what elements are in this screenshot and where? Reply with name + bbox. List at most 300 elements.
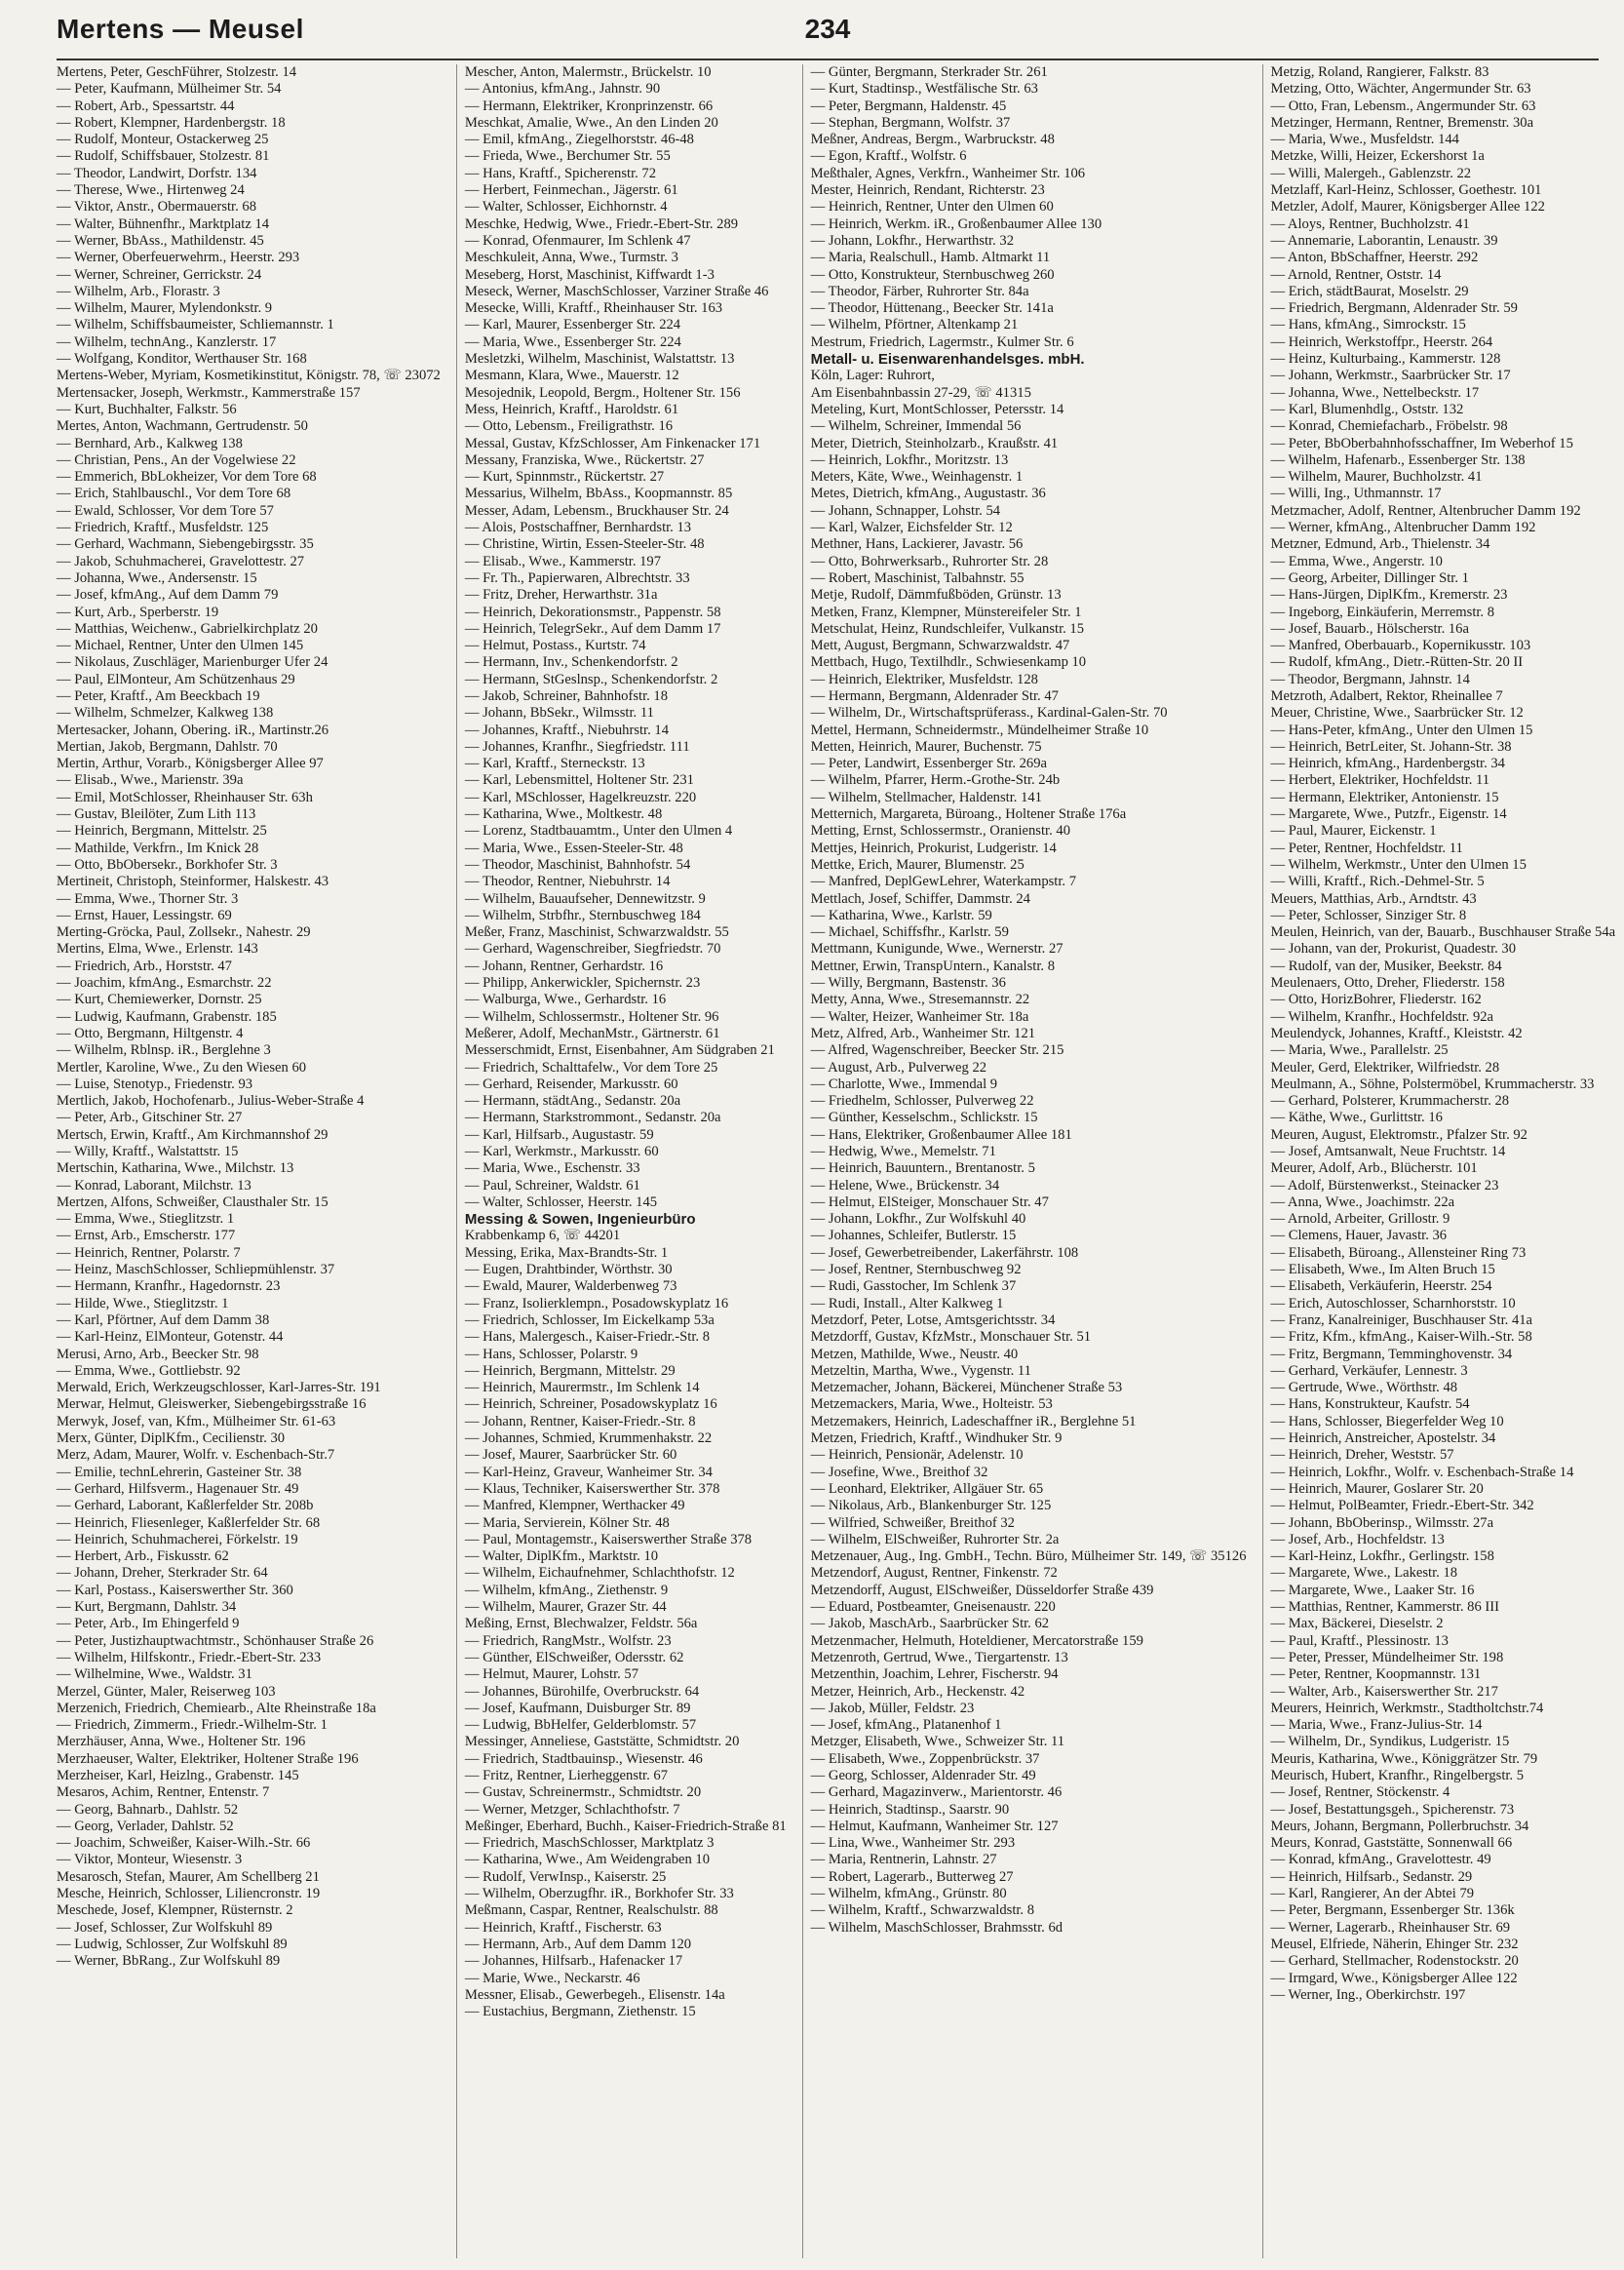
directory-entry: Meurs, Johann, Bergmann, Pollerbruchstr. 34 [1270,1818,1529,1834]
directory-entry: — August, Arb., Pulverweg 22 [810,1059,987,1076]
directory-entry: — Karl, Hilfsarb., Augustastr. 59 [464,1126,654,1143]
directory-entry: — Werner, BbRang., Zur Wolfskuhl 89 [57,1953,281,1970]
directory-entry: Mestrum, Friedrich, Lagermstr., Kulmer Str. 6 [810,333,1074,350]
directory-entry: — Theodor, Hüttenang., Beecker Str. 141a [810,300,1054,317]
directory-entry: — Kurt, Stadtinsp., Westfälische Str. 63 [810,81,1038,98]
directory-entry: Meuers, Matthias, Arb., Arndtstr. 43 [1270,890,1477,907]
directory-entry: Mesojednik, Leopold, Bergm., Holtener Str. 156 [464,384,741,401]
directory-entry: — Maria, Wwe., Parallelstr. 25 [1270,1042,1449,1059]
directory-entry: — Max, Bäckerei, Dieselstr. 2 [1270,1616,1444,1632]
directory-entry: Metzdorff, Gustav, KfzMstr., Monschauer Str. 51 [810,1329,1092,1346]
directory-entry: — Karl, Pförtner, Auf dem Damm 38 [57,1311,270,1328]
directory-entry: — Robert, Maschinist, Talbahnstr. 55 [810,569,1025,586]
directory-entry: — Jakob, Müller, Feldstr. 23 [810,1700,975,1716]
directory-entry: — Margarete, Wwe., Lakestr. 18 [1270,1565,1458,1582]
directory-entry: — Günther, Kesselschm., Schlickstr. 15 [810,1110,1038,1126]
directory-entry: Metzendorf, August, Rentner, Finkenstr. 72 [810,1565,1058,1582]
directory-entry: — Heinrich, Dreher, Weststr. 57 [1270,1447,1454,1464]
directory-entry: — Käthe, Wwe., Gurlittstr. 16 [1270,1110,1443,1126]
directory-entry: — Theodor, Bergmann, Jahnstr. 14 [1270,671,1470,687]
directory-entry: — Wilhelm, kfmAng., Ziethenstr. 9 [464,1582,669,1598]
directory-entry: Metzinger, Hermann, Rentner, Bremenstr. 30a [1270,114,1534,131]
directory-entry: — Peter, Arb., Im Ehingerfeld 9 [57,1616,240,1632]
directory-entry: Metternich, Margareta, Büroang., Holtener Straße 176a [810,806,1127,823]
directory-entry: — Michael, Schiffsfhr., Karlstr. 59 [810,924,1009,941]
directory-entry: Messer, Adam, Lebensm., Bruckhauser Str. 24 [464,502,729,519]
directory-entry: — Wilhelm, Pförtner, Altenkamp 21 [810,317,1019,333]
directory-entry: — Gerhard, Wagenschreiber, Siegfriedstr. 70 [464,941,721,958]
directory-entry: Meßmann, Caspar, Rentner, Realschulstr. 88 [464,1902,718,1919]
directory-entry: — Margarete, Wwe., Putzfr., Eigenstr. 14 [1270,806,1507,823]
directory-entry: — Rudi, Install., Alter Kalkweg 1 [810,1295,1004,1311]
directory-entry: — Johann, BbOberinsp., Wilmsstr. 27a [1270,1514,1494,1531]
directory-entry: — Matthias, Rentner, Kammerstr. 86 III [1270,1599,1499,1616]
directory-entry: — Walter, Bühnenfhr., Marktplatz 14 [57,215,270,232]
directory-entry: — Kurt, Spinnmstr., Rückertstr. 27 [464,469,665,486]
directory-entry: Metz, Alfred, Arb., Wanheimer Str. 121 [810,1025,1036,1041]
directory-entry: — Hermann, Elektriker, Antonienstr. 15 [1270,789,1499,805]
directory-entry: — Joachim, Schweißer, Kaiser-Wilh.-Str. 66 [57,1835,311,1852]
directory-entry: — Werner, Ing., Oberkirchstr. 197 [1270,1986,1466,2003]
directory-columns [57,64,1616,2258]
directory-entry: — Otto, Bergmann, Hiltgenstr. 4 [57,1025,244,1041]
directory-entry: — Otto, Lebensm., Freiligrathstr. 16 [464,418,674,435]
directory-entry: — Bernhard, Arb., Kalkweg 138 [57,435,243,451]
directory-entry: Metken, Franz, Klempner, Münstereifeler Str. 1 [810,604,1082,620]
directory-entry: — Erich, Stahlbauschl., Vor dem Tore 68 [57,486,291,502]
directory-entry: — Wilhelm, Pfarrer, Herm.-Grothe-Str. 24b [810,772,1061,789]
directory-entry: — Wilhelm, Stellmacher, Haldenstr. 141 [810,789,1042,805]
directory-entry: — Wilhelm, Schiffsbaumeister, Schliemannstr. 1 [57,317,334,333]
directory-entry: Messing, Erika, Max-Brandts-Str. 1 [464,1244,669,1261]
directory-entry: — Heinrich, Werkstoffpr., Heerstr. 264 [1270,333,1493,350]
directory-entry: — Gerhard, Polsterer, Krummacherstr. 28 [1270,1093,1510,1110]
directory-entry: Meuris, Katharina, Wwe., Königgrätzer Str. 79 [1270,1750,1538,1767]
directory-entry: — Heinrich, Elektriker, Musfeldstr. 128 [810,671,1038,687]
directory-entry: Mertian, Jakob, Bergmann, Dahlstr. 70 [57,738,278,755]
directory-entry: Metzendorff, August, ElSchweißer, Düsseldorfer Straße 439 [810,1582,1154,1598]
directory-entry: Merzel, Günter, Maler, Reiserweg 103 [57,1683,276,1700]
directory-entry: — Anna, Wwe., Joachimstr. 22a [1270,1194,1455,1210]
directory-entry: Messinger, Anneliese, Gaststätte, Schmidtstr. 20 [464,1734,740,1750]
directory-entry: — Emma, Wwe., Thorner Str. 3 [57,890,239,907]
directory-entry: — Fr. Th., Papierwaren, Albrechtstr. 33 [464,569,690,586]
directory-entry: — Werner, Metzger, Schlachthofstr. 7 [464,1801,680,1818]
directory-entry: — Walter, Schlosser, Heerstr. 145 [464,1194,658,1210]
directory-entry: — Otto, Bohrwerksarb., Ruhrorter Str. 28 [810,553,1049,569]
directory-entry: — Hedwig, Wwe., Memelstr. 71 [810,1144,996,1159]
directory-entry: — Gerhard, Reisender, Markusstr. 60 [464,1076,678,1092]
directory-entry: — Konrad, Chemiefacharb., Fröbelstr. 98 [1270,418,1508,435]
directory-entry: — Emil, kfmAng., Ziegelhorststr. 46-48 [464,132,694,148]
directory-entry: — Hilde, Wwe., Stieglitzstr. 1 [57,1295,229,1311]
directory-entry: Metes, Dietrich, kfmAng., Augustastr. 36 [810,486,1046,502]
directory-entry: — Robert, Lagerarb., Butterweg 27 [810,1868,1014,1885]
directory-entry: — Charlotte, Wwe., Immendal 9 [810,1076,998,1092]
directory-entry: — Elisabeth, Wwe., Im Alten Bruch 15 [1270,1262,1495,1278]
directory-entry: — Werner, Lagerarb., Rheinhauser Str. 69 [1270,1919,1511,1936]
directory-entry: — Friedrich, RangMstr., Wolfstr. 23 [464,1632,672,1649]
directory-entry: — Michael, Rentner, Unter den Ulmen 145 [57,638,304,654]
directory-entry: — Gerhard, Verkäufer, Lennestr. 3 [1270,1362,1468,1379]
directory-entry: — Georg, Bahnarb., Dahlstr. 52 [57,1801,239,1818]
directory-entry: — Wilhelm, Arb., Florastr. 3 [57,283,220,299]
directory-entry: Mertins, Elma, Wwe., Erlenstr. 143 [57,941,258,958]
directory-entry: — Gerhard, Hilfsverm., Hagenauer Str. 49 [57,1480,299,1497]
directory-entry: — Herbert, Elektriker, Hochfeldstr. 11 [1270,772,1490,789]
directory-entry: — Rudolf, kfmAng., Dietr.-Rütten-Str. 20 II [1270,654,1524,671]
directory-entry: — Peter, Rentner, Koopmannstr. 131 [1270,1666,1482,1683]
directory-entry: — Peter, Bergmann, Essenberger Str. 136k [1270,1902,1515,1919]
directory-entry: Mertens, Peter, GeschFührer, Stolzestr. 14 [57,64,297,80]
directory-entry: Mertes, Anton, Wachmann, Gertrudenstr. 50 [57,418,308,435]
directory-entry: — Karl, Werkmstr., Markusstr. 60 [464,1144,659,1159]
directory-column-4 [1262,64,1616,2258]
directory-entry: — Heinrich, Bauuntern., Brentanostr. 5 [810,1160,1035,1177]
directory-entry: Merz, Adam, Maurer, Wolfr. v. Eschenbach-Str.7 [57,1447,335,1464]
directory-entry: — Friedrich, Schlosser, Im Eickelkamp 53a [464,1311,715,1328]
directory-entry: Meurer, Adolf, Arb., Blücherstr. 101 [1270,1160,1478,1177]
directory-entry: Messal, Gustav, KfzSchlosser, Am Finkenacker 171 [464,435,761,451]
directory-entry: — Georg, Verlader, Dahlstr. 52 [57,1818,234,1834]
directory-entry: — Kurt, Arb., Sperberstr. 19 [57,604,219,620]
directory-entry: Köln, Lager: Ruhrort, [810,368,935,384]
directory-entry: — Arnold, Rentner, Oststr. 14 [1270,266,1442,283]
directory-entry: — Wilhelm, Eichaufnehmer, Schlachthofstr. 12 [464,1565,735,1582]
directory-entry: — Wilhelm, Kranfhr., Hochfeldstr. 92a [1270,1008,1494,1025]
directory-entry: — Hans, Malergesch., Kaiser-Friedr.-Str. 8 [464,1329,710,1346]
directory-entry: — Nikolaus, Arb., Blankenburger Str. 125 [810,1498,1052,1514]
directory-entry: — Manfred, Oberbauarb., Kopernikusstr. 103 [1270,638,1531,654]
directory-entry: — Wilhelm, Dr., Syndikus, Ludgeristr. 15 [1270,1734,1510,1750]
directory-entry: Mettner, Erwin, TranspUntern., Kanalstr. 8 [810,958,1055,974]
directory-entry: — Heinrich, Schuhmacherei, Förkelstr. 19 [57,1531,298,1547]
directory-entry: — Gerhard, Magazinverw., Marientorstr. 46 [810,1784,1063,1801]
directory-entry: — Paul, Schreiner, Waldstr. 61 [464,1177,640,1194]
directory-entry: — Karl, MSchlosser, Hagelkreuzstr. 220 [464,789,697,805]
directory-entry: — Stephan, Bergmann, Wolfstr. 37 [810,114,1011,131]
directory-entry: — Manfred, Klempner, Werthacker 49 [464,1498,685,1514]
directory-entry: — Heinrich, TelegrSekr., Auf dem Damm 17 [464,620,721,637]
directory-entry: Meseck, Werner, MaschSchlosser, Varziner Straße 46 [464,283,769,299]
directory-entry: — Erich, städtBaurat, Moselstr. 29 [1270,283,1469,299]
directory-entry: — Rudolf, Monteur, Ostackerweg 25 [57,132,269,148]
directory-entry: Meurisch, Hubert, Kranfhr., Ringelbergstr. 5 [1270,1767,1525,1783]
directory-entry: Mesletzki, Wilhelm, Maschinist, Walstattstr. 13 [464,351,735,368]
directory-entry: — Rudi, Gasstocher, Im Schlenk 37 [810,1278,1017,1295]
directory-entry: — Peter, Landwirt, Essenberger Str. 269a [810,756,1047,772]
directory-entry: — Kurt, Bergmann, Dahlstr. 34 [57,1599,237,1616]
directory-entry: Meßner, Andreas, Bergm., Warbruckstr. 48 [810,132,1055,148]
directory-entry: Methner, Hans, Lackierer, Javastr. 56 [810,536,1024,553]
directory-entry: — Josef, Amtsanwalt, Neue Fruchtstr. 14 [1270,1144,1506,1159]
directory-entry: Mettjes, Heinrich, Prokurist, Ludgeristr. 14 [810,840,1057,856]
directory-entry: — Anton, BbSchaffner, Heerstr. 292 [1270,250,1479,266]
directory-entry: — Katharina, Wwe., Am Weidengraben 10 [464,1852,711,1868]
directory-entry: — Heinrich, Kraftf., Fischerstr. 63 [464,1919,662,1936]
directory-entry: — Ludwig, Kaufmann, Grabenstr. 185 [57,1008,277,1025]
directory-entry: — Herbert, Feinmechan., Jägerstr. 61 [464,182,678,199]
directory-entry: — Wilfried, Schweißer, Breithof 32 [810,1514,1015,1531]
directory-entry: — Theodor, Färber, Ruhrorter Str. 84a [810,283,1029,299]
directory-entry: Meulenaers, Otto, Dreher, Fliederstr. 158 [1270,975,1505,992]
directory-entry: — Hans, Schlosser, Biegerfelder Weg 10 [1270,1413,1504,1429]
directory-entry: — Johann, van der, Prokurist, Quadestr. 30 [1270,941,1517,958]
directory-entry: Messany, Franziska, Wwe., Rückertstr. 27 [464,451,705,468]
directory-entry: Metzig, Roland, Rangierer, Falkstr. 83 [1270,64,1489,80]
directory-entry: — Heinrich, Schreiner, Posadowskyplatz 16 [464,1396,717,1413]
directory-entry: — Karl-Heinz, Graveur, Wanheimer Str. 34 [464,1464,713,1480]
directory-entry: Metzing, Otto, Wächter, Angermunder Str. 63 [1270,81,1531,98]
directory-entry: — Hermann, Kranfhr., Hagedornstr. 23 [57,1278,281,1295]
directory-entry: — Heinrich, Lokfhr., Wolfr. v. Eschenbach-Straße 14 [1270,1464,1574,1480]
page-number: 234 [804,14,851,44]
directory-entry: — Rudolf, VerwInsp., Kaiserstr. 25 [464,1868,667,1885]
directory-entry: — Wilhelm, kfmAng., Grünstr. 80 [810,1886,1007,1902]
directory-entry: — Wilhelm, MaschSchlosser, Brahmsstr. 6d [810,1919,1063,1936]
directory-entry: Merx, Günter, DiplKfm., Cecilienstr. 30 [57,1430,286,1447]
directory-entry: — Josef, kfmAng., Platanenhof 1 [810,1717,1002,1734]
directory-entry: — Jakob, MaschArb., Saarbrücker Str. 62 [810,1616,1050,1632]
directory-entry: — Christian, Pens., An der Vogelwiese 22 [57,451,296,468]
directory-entry: — Johann, Schnapper, Lohstr. 54 [810,502,1001,519]
directory-entry: — Rudolf, Schiffsbauer, Stolzestr. 81 [57,148,270,165]
directory-entry: Mescher, Anton, Malermstr., Brückelstr. 10 [464,64,712,80]
directory-entry: Metzenauer, Aug., Ing. GmbH., Techn. Büro, Mülheimer Str. 149, ☏ 35126 [810,1548,1247,1565]
directory-entry: — Fritz, Dreher, Herwarthstr. 31a [464,587,658,604]
directory-entry: — Emma, Wwe., Stieglitzstr. 1 [57,1211,235,1228]
directory-entry: Meusel, Elfriede, Näherin, Ehinger Str. 232 [1270,1936,1519,1952]
running-header [57,8,1599,51]
directory-entry: — Werner, Oberfeuerwehrm., Heerstr. 293 [57,250,300,266]
directory-entry: — Gerhard, Stellmacher, Rodenstockstr. 20 [1270,1953,1519,1970]
directory-entry: Meuler, Gerd, Elektriker, Wilfriedstr. 28 [1270,1059,1500,1076]
directory-entry: — Helmut, Kaufmann, Wanheimer Str. 127 [810,1818,1059,1834]
directory-entry: Metzke, Willi, Heizer, Eckershorst 1a [1270,148,1485,165]
directory-entry: — Christine, Wirtin, Essen-Steeler-Str. 48 [464,536,705,553]
directory-entry: — Elisabeth, Wwe., Zoppenbrückstr. 37 [810,1750,1040,1767]
directory-entry: — Gertrude, Wwe., Wörthstr. 48 [1270,1380,1458,1396]
directory-entry: — Konrad, kfmAng., Gravelottestr. 49 [1270,1852,1491,1868]
directory-entry: — Eduard, Postbeamter, Gneisenaustr. 220 [810,1599,1056,1616]
directory-entry: — Otto, HorizBohrer, Fliederstr. 162 [1270,992,1482,1008]
directory-entry: Merwar, Helmut, Gleiswerker, Siebengebirgsstraße 16 [57,1396,367,1413]
directory-entry: — Josef, Arb., Hochfeldstr. 13 [1270,1531,1445,1547]
directory-entry: — Viktor, Monteur, Wiesenstr. 3 [57,1852,243,1868]
directory-entry: — Heinrich, Maurer, Goslarer Str. 20 [1270,1480,1484,1497]
directory-entry: Mettbach, Hugo, Textilhdlr., Schwiesenkamp 10 [810,654,1087,671]
directory-entry: — Egon, Kraftf., Wolfstr. 6 [810,148,967,165]
directory-entry: — Hermann, StGeslnsp., Schenkendorfstr. 2 [464,671,718,687]
directory-entry: — Hans-Jürgen, DiplKfm., Kremerstr. 23 [1270,587,1508,604]
directory-entry: — Walter, Schlosser, Eichhornstr. 4 [464,199,668,215]
directory-entry: — Heinrich, BetrLeiter, St. Johann-Str. 38 [1270,738,1512,755]
directory-entry: Meschke, Hedwig, Wwe., Friedr.-Ebert-Str. 289 [464,215,739,232]
directory-entry: — Franz, Kanalreiniger, Buschhauser Str. 41a [1270,1311,1533,1328]
directory-entry: Metzemakers, Heinrich, Ladeschaffner iR., Berglehne 51 [810,1413,1137,1429]
directory-entry: Metzen, Friedrich, Kraftf., Windhuker Str. 9 [810,1430,1063,1447]
directory-entry: Meßthaler, Agnes, Verkfrn., Wanheimer Str. 106 [810,165,1086,181]
directory-entry: — Maria, Rentnerin, Lahnstr. 27 [810,1852,997,1868]
directory-entry: Mester, Heinrich, Rendant, Richterstr. 23 [810,182,1045,199]
directory-entry: — Lina, Wwe., Wanheimer Str. 293 [810,1835,1016,1852]
directory-entry: Metschulat, Heinz, Rundschleifer, Vulkanstr. 15 [810,620,1085,637]
directory-entry: — Hans, Konstrukteur, Kaufstr. 54 [1270,1396,1470,1413]
directory-entry: Meters, Käte, Wwe., Weinhagenstr. 1 [810,469,1024,486]
directory-entry: — Eugen, Drahtbinder, Wörthstr. 30 [464,1262,673,1278]
directory-entry: — Hans, Schlosser, Polarstr. 9 [464,1346,638,1362]
directory-entry: — Johann, BbSekr., Wilmsstr. 11 [464,705,654,722]
directory-entry: — Josef, Bauarb., Hölscherstr. 16a [1270,620,1469,637]
directory-entry: Mertsch, Erwin, Kraftf., Am Kirchmannshof 29 [57,1126,329,1143]
directory-entry: — Luise, Stenotyp., Friedenstr. 93 [57,1076,253,1092]
directory-entry: Mesecke, Willi, Kraftf., Rheinhauser Str. 163 [464,300,723,317]
directory-entry: — Wilhelm, Maurer, Mylendonkstr. 9 [57,300,273,317]
directory-entry: — Aloys, Rentner, Buchholzstr. 41 [1270,215,1470,232]
directory-entry: — Maria, Wwe., Franz-Julius-Str. 14 [1270,1717,1483,1734]
directory-entry: Meßing, Ernst, Blechwalzer, Feldstr. 56a [464,1616,698,1632]
running-head-names: Mertens — Meusel [57,14,304,44]
directory-entry: Metten, Heinrich, Maurer, Buchenstr. 75 [810,738,1042,755]
directory-entry: Meßerer, Adolf, MechanMstr., Gärtnerstr. 61 [464,1025,720,1041]
directory-entry: Meschede, Josef, Klempner, Rüsternstr. 2 [57,1902,293,1919]
directory-entry: — Paul, Maurer, Eickenstr. 1 [1270,823,1437,840]
directory-entry: — Therese, Wwe., Hirtenweg 24 [57,182,245,199]
directory-entry: — Fritz, Rentner, Lierheggenstr. 67 [464,1767,668,1783]
directory-entry: — Johann, Lokfhr., Herwarthstr. 32 [810,232,1015,249]
directory-entry: Merzhaeuser, Walter, Elektriker, Holtener Straße 196 [57,1750,359,1767]
directory-entry: — Hans, kfmAng., Simrockstr. 15 [1270,317,1466,333]
directory-entry: — Wilhelm, Strbfhr., Sternbuschweg 184 [464,907,701,923]
directory-entry: — Katharina, Wwe., Karlstr. 59 [810,907,992,923]
directory-entry: — Heinrich, kfmAng., Hardenbergstr. 34 [1270,756,1505,772]
directory-entry: — Arnold, Arbeiter, Grillostr. 9 [1270,1211,1450,1228]
directory-entry: — Ludwig, BbHelfer, Gelderblomstr. 57 [464,1717,697,1734]
directory-entry: Metzger, Elisabeth, Wwe., Schweizer Str. 11 [810,1734,1065,1750]
directory-entry: — Elisab., Wwe., Kammerstr. 197 [464,553,662,569]
directory-entry: — Joachim, kfmAng., Esmarchstr. 22 [57,975,272,992]
directory-entry: Metzenroth, Gertrud, Wwe., Tiergartenstr. 13 [810,1649,1068,1665]
directory-entry: — Maria, Realschull., Hamb. Altmarkt 11 [810,250,1051,266]
directory-entry: Mess, Heinrich, Kraftf., Haroldstr. 61 [464,401,679,417]
directory-entry: — Karl, Rangierer, An der Abtei 79 [1270,1886,1475,1902]
directory-entry: — Antonius, kfmAng., Jahnstr. 90 [464,81,661,98]
directory-entry: Merwald, Erich, Werkzeugschlosser, Karl-Jarres-Str. 191 [57,1380,381,1396]
directory-entry: Messarius, Wilhelm, BbAss., Koopmannstr. 85 [464,486,733,502]
directory-entry: Metzroth, Adalbert, Rektor, Rheinallee 7 [1270,687,1503,704]
directory-entry: — Helene, Wwe., Brückenstr. 34 [810,1177,1000,1194]
directory-entry: — Konrad, Ofenmaurer, Im Schlenk 47 [464,232,691,249]
directory-entry: Metting, Ernst, Schlossermstr., Oranienstr. 40 [810,823,1070,840]
directory-entry: — Wilhelm, Hafenarb., Essenberger Str. 138 [1270,451,1526,468]
directory-column-1 [57,64,441,2258]
directory-entry: — Emil, MotSchlosser, Rheinhauser Str. 63h [57,789,313,805]
directory-entry: — Elisabeth, Büroang., Allensteiner Ring 73 [1270,1244,1527,1261]
directory-entry: — Johann, Lokfhr., Zur Wolfskuhl 40 [810,1211,1026,1228]
directory-entry: — Otto, BbObersekr., Borkhofer Str. 3 [57,856,278,873]
directory-entry: Mertineit, Christoph, Steinformer, Halskestr. 43 [57,874,329,890]
directory-entry: — Frieda, Wwe., Berchumer Str. 55 [464,148,671,165]
directory-entry: — Friedrich, Kraftf., Musfeldstr. 125 [57,520,269,536]
directory-entry: — Johann, Dreher, Sterkrader Str. 64 [57,1565,268,1582]
directory-entry: Mettmann, Kunigunde, Wwe., Wernerstr. 27 [810,941,1063,958]
directory-entry: — Heinrich, Anstreicher, Apostelstr. 34 [1270,1430,1496,1447]
directory-entry: — Josefine, Wwe., Breithof 32 [810,1464,988,1480]
directory-entry: Messner, Elisab., Gewerbegeh., Elisenstr. 14a [464,1986,725,2003]
directory-entry: — Peter, Kraftf., Am Beeckbach 19 [57,687,260,704]
directory-entry: Metzmacher, Adolf, Rentner, Altenbrucher Damm 192 [1270,502,1581,519]
directory-entry: — Theodor, Landwirt, Dorfstr. 134 [57,165,257,181]
header-rule [57,59,1599,60]
directory-entry: — Willy, Bergmann, Bastenstr. 36 [810,975,1006,992]
directory-entry: — Heinrich, Rentner, Polarstr. 7 [57,1244,241,1261]
directory-entry: — Wilhelm, Kraftf., Schwarzwaldstr. 8 [810,1902,1035,1919]
directory-entry: — Wolfgang, Konditor, Werthauser Str. 168 [57,351,307,368]
directory-entry: Metty, Anna, Wwe., Stresemannstr. 22 [810,992,1030,1008]
directory-entry: — Josef, Bestattungsgeh., Spicherenstr. 73 [1270,1801,1515,1818]
directory-entry: — Annemarie, Laborantin, Lenaustr. 39 [1270,232,1498,249]
directory-entry: — Wilhelm, Schlossermstr., Holtener Str. 96 [464,1008,719,1025]
directory-entry: — Josef, Schlosser, Zur Wolfskuhl 89 [57,1919,273,1936]
directory-entry: — Friedrich, Stadtbauinsp., Wiesenstr. 46 [464,1750,703,1767]
directory-entry: — Gerhard, Wachmann, Siebengebirgsstr. 35 [57,536,314,553]
directory-entry: — Hermann, Inv., Schenkendorfstr. 2 [464,654,678,671]
directory-entry: — Walter, Heizer, Wanheimer Str. 18a [810,1008,1029,1025]
directory-entry: — Hermann, Starkstrommont., Sedanstr. 20a [464,1110,721,1126]
directory-entry: — Heinrich, Dekorationsmstr., Pappenstr. 58 [464,604,721,620]
directory-entry: Meseberg, Horst, Maschinist, Kiffwardt 1-3 [464,266,715,283]
directory-entry: — Günter, Bergmann, Sterkrader Str. 261 [810,64,1048,80]
directory-entry: Mesche, Heinrich, Schlosser, Liliencronstr. 19 [57,1886,321,1902]
directory-entry: — Johannes, Kraftf., Niebuhrstr. 14 [464,722,669,738]
directory-entry: — Karl, Lebensmittel, Holtener Str. 231 [464,772,694,789]
directory-entry: — Johannes, Bürohilfe, Overbruckstr. 64 [464,1683,700,1700]
directory-entry: — Josef, Kaufmann, Duisburger Str. 89 [464,1700,691,1716]
directory-entry: — Wilhelm, ElSchweißer, Ruhrorter Str. 2a [810,1531,1060,1547]
directory-entry: — Peter, Presser, Mündelheimer Str. 198 [1270,1649,1504,1665]
directory-entry: — Katharina, Wwe., Moltkestr. 48 [464,806,663,823]
directory-entry: — Wilhelm, Hilfskontr., Friedr.-Ebert-Str. 233 [57,1649,322,1665]
directory-entry: — Hermann, Arb., Auf dem Damm 120 [464,1936,692,1952]
directory-entry: Mertler, Karoline, Wwe., Zu den Wiesen 60 [57,1059,307,1076]
directory-entry: — Georg, Arbeiter, Dillinger Str. 1 [1270,569,1469,586]
directory-entry: — Johannes, Hilfsarb., Hafenacker 17 [464,1953,683,1970]
directory-entry: — Wilhelm, Maurer, Grazer Str. 44 [464,1599,667,1616]
directory-entry: Meschkat, Amalie, Wwe., An den Linden 20 [464,114,718,131]
directory-entry: — Paul, Kraftf., Plessinostr. 13 [1270,1632,1449,1649]
directory-entry: — Willi, Ing., Uthmannstr. 17 [1270,486,1442,502]
directory-entry: Krabbenkamp 6, ☏ 44201 [464,1228,621,1244]
directory-entry: — Emilie, technLehrerin, Gasteiner Str. 38 [57,1464,302,1480]
directory-entry: — Heinrich, Fliesenleger, Kaßlerfelder Str. 68 [57,1514,321,1531]
directory-entry: — Maria, Wwe., Eschenstr. 33 [464,1160,640,1177]
directory-entry: — Ewald, Schlosser, Vor dem Tore 57 [57,502,274,519]
directory-entry: — Ernst, Hauer, Lessingstr. 69 [57,907,232,923]
directory-entry: — Heinrich, Lokfhr., Moritzstr. 13 [810,451,1009,468]
directory-entry: — Klaus, Techniker, Kaiserswerther Str. 378 [464,1480,720,1497]
directory-entry: Mertensacker, Joseph, Werkmstr., Kammerstraße 157 [57,384,361,401]
directory-entry: Meuer, Christine, Wwe., Saarbrücker Str. 12 [1270,705,1524,722]
directory-entry: — Willy, Kraftf., Walstattstr. 15 [57,1144,239,1159]
directory-entry: — Friedhelm, Schlosser, Pulverweg 22 [810,1093,1034,1110]
directory-entry: Mertesacker, Johann, Obering. iR., Martinstr.26 [57,722,329,738]
directory-entry: — Willi, Malergeh., Gablenzstr. 22 [1270,165,1472,181]
directory-entry: Mesmann, Klara, Wwe., Mauerstr. 12 [464,368,679,384]
directory-entry: — Friedrich, Zimmerm., Friedr.-Wilhelm-Str. 1 [57,1717,328,1734]
directory-entry: — Helmut, ElSteiger, Monschauer Str. 47 [810,1194,1049,1210]
directory-entry: — Marie, Wwe., Neckarstr. 46 [464,1970,640,1986]
directory-entry: — Elisabeth, Verkäuferin, Heerstr. 254 [1270,1278,1492,1295]
